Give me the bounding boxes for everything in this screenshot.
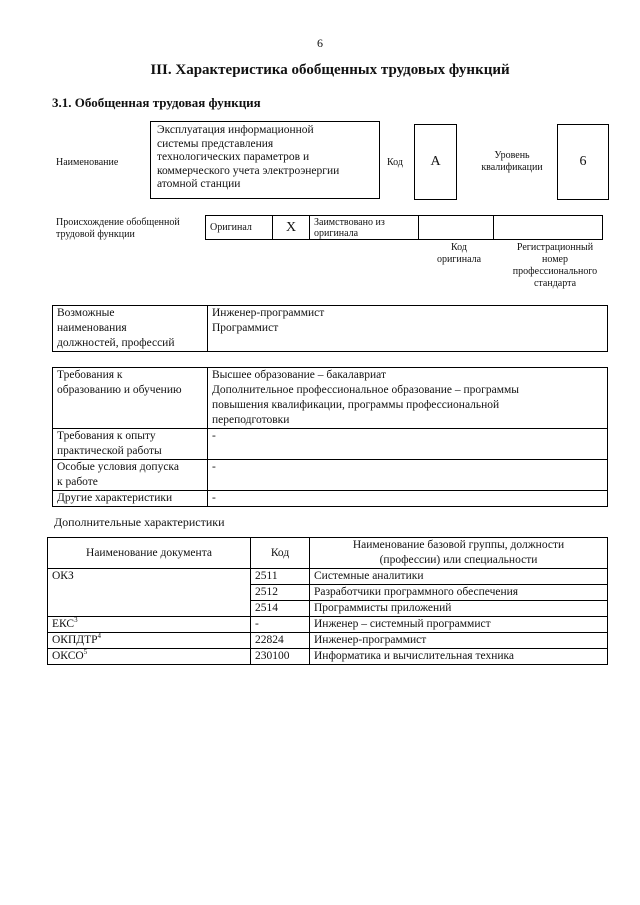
function-name-line: системы представления: [157, 137, 274, 150]
origin-label-line: Происхождение обобщенной: [56, 217, 180, 228]
okz-code: 2511: [251, 569, 310, 585]
table-row: [48, 569, 608, 585]
requirement-value-line: Дополнительное профессиональное образование – программы: [212, 384, 519, 396]
position-item: Инженер-программист: [212, 307, 325, 319]
requirement-label-line: Требования к: [57, 369, 123, 381]
requirement-label-line: Требования к опыту: [57, 430, 156, 442]
requirement-value-line: Высшее образование – бакалавриат: [212, 369, 386, 381]
footnote-marker: 4: [97, 632, 102, 641]
positions-label: [53, 306, 208, 352]
okz-name: Системные аналитики: [310, 569, 608, 585]
requirements-table: [52, 367, 608, 507]
name-label: Наименование: [56, 157, 119, 168]
qualification-level-box: [557, 124, 609, 200]
function-name-line: Эксплуатация информационной: [157, 124, 314, 136]
original-mark: X: [273, 216, 310, 240]
okso-doc: [48, 649, 251, 665]
table-row: [53, 429, 608, 460]
qualification-level-value: 6: [579, 154, 587, 169]
code-label: Код: [387, 157, 403, 168]
function-name-line: технологических параметров и: [157, 151, 310, 164]
okz-doc: ОКЗ: [48, 569, 251, 617]
page-number: 6: [317, 36, 323, 50]
position-item: Программист: [212, 322, 279, 334]
positions-values: [208, 306, 608, 352]
group-header-line: (профессии) или специальности: [379, 554, 538, 566]
special-conditions-label: [53, 460, 208, 491]
original-code-label: [430, 242, 488, 266]
okz-code: 2512: [251, 585, 310, 601]
code-column-header: Код: [251, 538, 310, 569]
eks-doc: [48, 617, 251, 633]
registration-label-line: профессионального: [512, 266, 598, 277]
level-label-line: квалификации: [481, 162, 543, 173]
experience-requirements-value: -: [208, 429, 608, 460]
section-title: III. Характеристика обобщенных трудовых функций: [150, 62, 510, 78]
eks-name: Инженер – системный программист: [310, 617, 608, 633]
okpdtr-doc-text: ОКПДТР: [52, 634, 98, 646]
table-row: [48, 617, 608, 633]
footnote-marker: 5: [83, 648, 88, 657]
table-row: [53, 491, 608, 507]
registration-label-line: номер: [542, 254, 568, 265]
subsection-title: 3.1. Обобщенная трудовая функция: [52, 95, 261, 110]
code-value: А: [430, 154, 441, 169]
education-requirements-value: [208, 368, 608, 429]
additional-characteristics-table: [47, 537, 608, 665]
okz-name: Разработчики программного обеспечения: [310, 585, 608, 601]
borrowed-label-line: Заимствовано из: [314, 216, 385, 228]
code-value-box: [414, 124, 457, 200]
okso-name: Информатика и вычислительная техника: [310, 649, 608, 665]
registration-label-line: Регистрационный: [516, 242, 594, 253]
function-name-line: атомной станции: [157, 178, 241, 191]
original-label: Оригинал: [206, 216, 273, 240]
table-row: [48, 633, 608, 649]
other-characteristics-value: -: [208, 491, 608, 507]
borrowed-label-line: оригинала: [314, 227, 359, 239]
registration-number-label: [500, 242, 610, 290]
okso-code: 230100: [251, 649, 310, 665]
additional-characteristics-title: Дополнительные характеристики: [54, 515, 225, 529]
okz-name: Программисты приложений: [310, 601, 608, 617]
origin-table: [205, 215, 603, 240]
footnote-marker: 3: [74, 616, 78, 625]
education-requirements-label: [53, 368, 208, 429]
original-code-label-line: Код: [451, 242, 467, 253]
origin-label-line: трудовой функции: [56, 229, 135, 240]
function-name-line: коммерческого учета электроэнергии: [157, 164, 340, 177]
requirement-value-line: повышения квалификации, программы профессиональной: [212, 399, 500, 411]
function-name-box: [150, 121, 380, 199]
requirement-label-line: образованию и обучению: [57, 384, 182, 396]
positions-label-line: наименования: [57, 322, 127, 334]
original-code-cell: [419, 216, 494, 240]
requirement-value-line: переподготовки: [212, 414, 290, 426]
experience-requirements-label: [53, 429, 208, 460]
other-characteristics-label: Другие характеристики: [53, 491, 208, 507]
okz-code: 2514: [251, 601, 310, 617]
original-code-label-line: оригинала: [436, 254, 482, 265]
table-row: [53, 460, 608, 491]
okpdtr-name: Инженер-программист: [310, 633, 608, 649]
origin-label: [56, 217, 180, 241]
okso-doc-text: ОКСО: [52, 650, 84, 662]
requirement-label-line: Особые условия допуска: [57, 461, 179, 473]
special-conditions-value: -: [208, 460, 608, 491]
eks-code: -: [251, 617, 310, 633]
registration-number-cell: [494, 216, 603, 240]
eks-doc-text: ЕКС: [52, 618, 75, 630]
requirement-label-line: к работе: [57, 476, 98, 488]
group-column-header: [310, 538, 608, 569]
qualification-level-label: [468, 150, 556, 174]
positions-label-line: должностей, профессий: [57, 337, 175, 349]
requirement-label-line: практической работы: [57, 445, 162, 457]
table-row: [48, 649, 608, 665]
positions-table: [52, 305, 608, 352]
okpdtr-code: 22824: [251, 633, 310, 649]
okpdtr-doc: [48, 633, 251, 649]
doc-column-header: Наименование документа: [48, 538, 251, 569]
registration-label-line: стандарта: [533, 278, 577, 289]
level-label-line: Уровень: [494, 150, 530, 161]
table-header-row: [48, 538, 608, 569]
group-header-line: Наименование базовой группы, должности: [352, 539, 565, 551]
borrowed-label: [310, 216, 419, 240]
table-row: [53, 368, 608, 429]
positions-label-line: Возможные: [57, 307, 115, 319]
